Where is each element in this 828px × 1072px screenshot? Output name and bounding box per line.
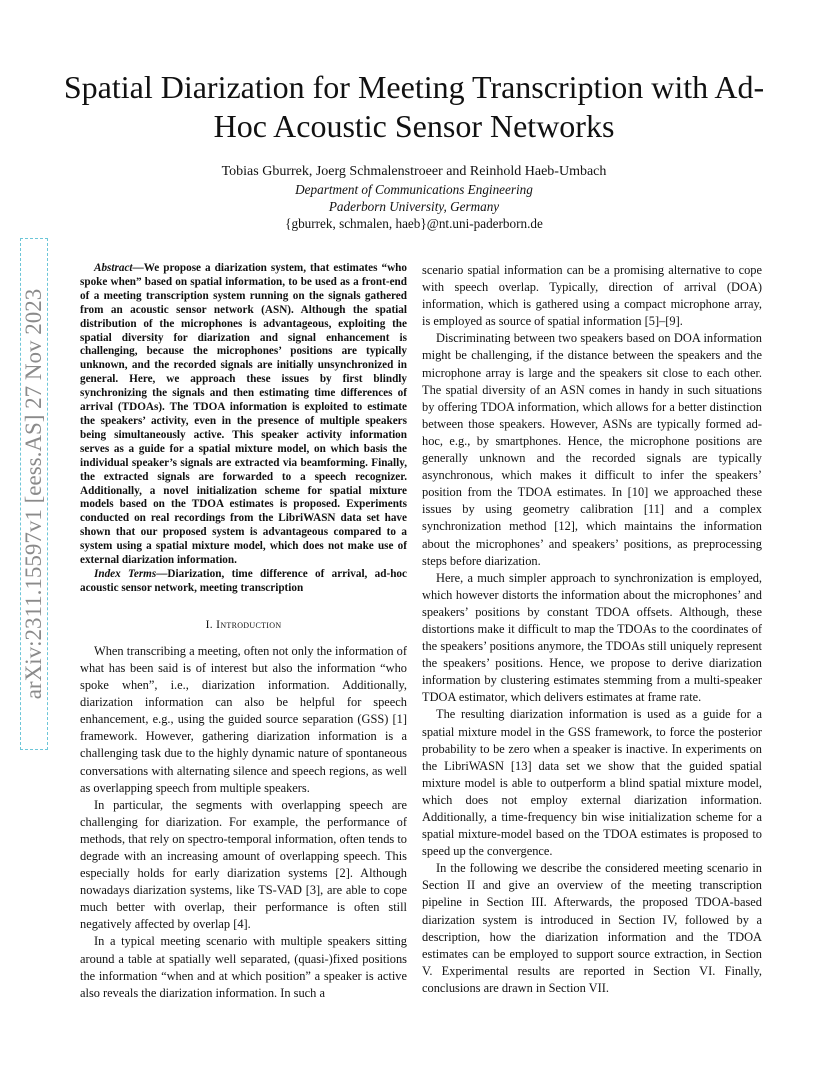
affiliation [60,181,768,232]
author-emails: {gburrek, schmalen, haeb}@nt.uni-paderborn.de [285,216,543,231]
index-terms-text: —Diarization, time difference of arrival, ad-hoc acoustic sensor network, meeting transcription [80,567,407,594]
body-paragraph: When transcribing a meeting, often not only the information of what has been said is of interest but also the information “who spoke when”, i.e., diarization information. Additionally, diarization information can also be helpful for speech enhancement, e.g., using the guided source separation (GSS) [1] framework. However, gathering diarization information is a challenging task due to the highly dynamic nature of spontaneous conversations with alternating silence and speech regions, as well as overlapping speech from multiple speakers. [80,643,407,795]
section-title: Introduction [216,617,282,631]
left-column [80,262,407,1002]
section-heading-introduction [80,616,407,633]
abstract [80,262,407,568]
section-numeral: I. [205,617,213,631]
right-column [422,262,762,997]
body-paragraph: The resulting diarization information is used as a guide for a spatial mixture model in the GSS framework, to force the posterior probability to be zero when a speaker is inactive. In experiments on the LibriWASN [13] data set we show that the guided spatial mixture model is able to outperform a blind spatial mixture model, which does not employ external diarization information. Additionally, a time-frequency bin wise initialization scheme for a spatial mixture-model based on the TDOA estimates is proposed to speed up the convergence. [422,707,762,859]
university: Paderborn University, Germany [328,199,500,214]
arxiv-stamp-link[interactable] [20,238,48,750]
body-paragraph: Here, a much simpler approach to synchronization is employed, which however distorts the information about the microphones’ and speakers’ positions by constant TDOA offsets. Although, these distortions make it difficult to map the TDOAs to the coordinates of the speakers’ positions anymore, the TDOAs still uniquely represent the speakers’ positions. Hence, we propose to derive diarization information by clustering estimates stemming from a multi-speaker TDOA estimator, which delivers estimates at frame rate. [422,570,762,705]
index-terms [80,568,407,596]
paper-title: Spatial Diarization for Meeting Transcription with Ad-Hoc Acoustic Sensor Networks [63,69,765,144]
body-paragraph: In the following we describe the considered meeting scenario in Section II and give an overview of the meeting transcription pipeline in Section III. Afterwards, the proposed TDOA-based diarization system is introduced in Section IV, followed by a description, how the diarization information and the TDOA estimates can be employed to support source extraction, in Section V. Experimental results are reported in Section VI. Finally, conclusions are drawn in Section VII. [422,861,762,995]
index-terms-label: Index Terms [94,567,157,580]
authors: Tobias Gburrek, Joerg Schmalenstroeer and Reinhold Haeb-Umbach [221,164,607,179]
department: Department of Communications Engineering [295,182,533,197]
abstract-text: —We propose a diarization system, that estimates “who spoke when” based on spatial information, to be used as a front-end of a meeting transcription system running on the signals gathered from an acoustic sensor network (ASN). Although the spatial distribution of the microphones is advantageous, exploiting the spatial diversity for diarization and signal enhancement is challenging, because the microphones’ positions are typically unknown, and the recorded signals are initially unsynchronized in general. Here, we approach these issues by first blindly synchronizing the signals and then estimating time differences of arrival (TDOAs). The TDOA information is exploited to estimate the speakers’ activity, even in the presence of multiple speakers being simultaneously active. This speaker activity information serves as a guide for a spatial mixture model, on which basis the individual speaker’s signals are extracted via beamforming. Finally, the extracted signals are forwarded to a speech recognizer. Additionally, a novel initialization scheme for spatial mixture models based on the TDOA estimates is proposed. Experiments conducted on real recordings from the LibriWASN data set have shown that our proposed system is advantageous compared to a system using a spatial mixture model, which does not make use of external diarization information. [80,262,407,567]
abstract-label: Abstract [94,262,133,274]
arxiv-stamp: arXiv:2311.15597v1 [eess.AS] 27 Nov 2023 [21,288,46,700]
body-paragraph: scenario spatial information can be a promising alternative to cope with speech overlap. Typically, direction of arrival (DOA) information, which is gathered using a compact microphone array, is employed as source of spatial information [5]–[9]. [422,263,762,329]
body-paragraph: In particular, the segments with overlapping speech are challenging for diarization. For example, the performance of methods, that rely on spectro-temporal information, often tends to degrade with an increasing amount of overlapping speech. This especially holds for early diarization systems [2]. Although nowadays diarization systems, like TS-VAD [3], are able to cope much better with overlap, their performance is often still negatively affected by overlap [4]. [80,797,407,932]
body-paragraph: Discriminating between two speakers based on DOA information might be challenging, if the distance between the speakers and the microphone array is large and the speakers sit close to each other. The spatial diversity of an ASN comes in handy in such situations by offering TDOA information, which allows for a better distinction between those speakers. However, ASNs are typically formed ad-hoc, e.g., by smartphones. Hence, the microphone positions are generally unknown and the recorded signals are typically asynchronous, which makes it difficult to infer the speakers’ position from the TDOA estimates. In [10] we approached these issues by using geometry calibration [11] and a complex synchronization method [12], which maintains the information about the microphones’ and speakers’ positions, as preprocessing steps before diarization. [422,331,762,568]
body-paragraph: In a typical meeting scenario with multiple speakers sitting around a table at spatially well separated, (quasi-)fixed positions the information “when and at which position” a speaker is active also reveals the diarization information. In such a [80,934,407,1000]
